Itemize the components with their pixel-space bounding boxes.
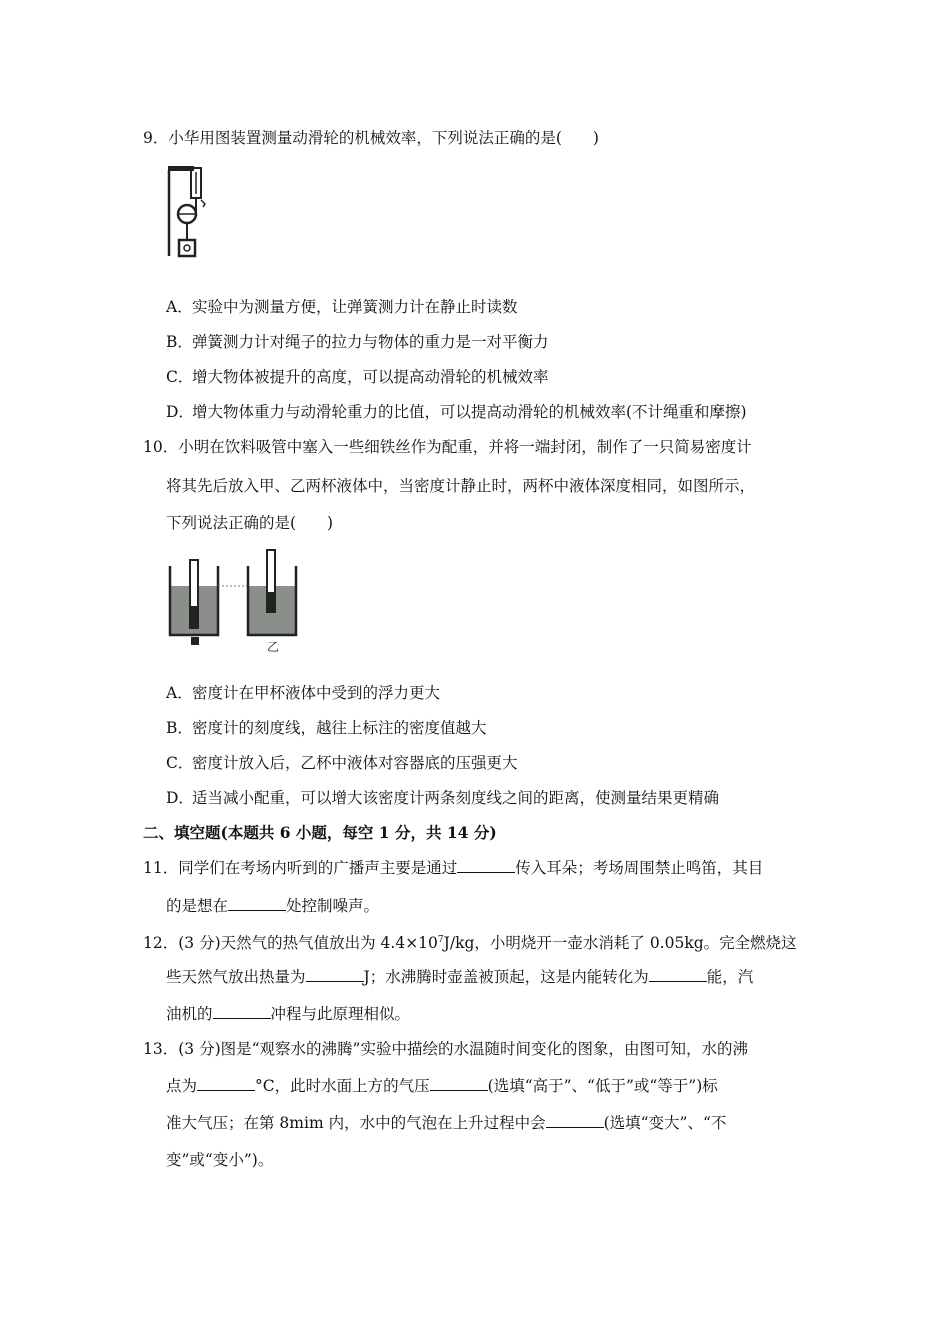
q11-blank-1[interactable] (457, 858, 515, 873)
q13-number: 13． (143, 1040, 179, 1058)
q10-number: 10． (143, 438, 179, 456)
cup-left (170, 560, 218, 645)
section-2-title: 二、填空题(本题共 6 小题，每空 1 分，共 14 分) (143, 823, 497, 842)
density-meter-figure (166, 548, 302, 656)
q13-line-4: 变”或“变小”)。 (166, 1151, 274, 1169)
q12-line-2: 些天然气放出热量为 J；水沸腾时壶盖被顶起，这是内能转化为 能，汽 (166, 968, 754, 986)
q10-option-b: B．密度计的刻度线，越往上标注的密度值越大 (166, 719, 487, 737)
q13-blank-3[interactable] (546, 1113, 604, 1128)
q13-line-1: 13．(3 分)图是“观察水的沸腾”实验中描绘的水温随时间变化的图象，由图可知，水的沸 (143, 1040, 748, 1058)
q9-stem-text: 小华用图装置测量动滑轮的机械效率，下列说法正确的是( ) (168, 129, 599, 147)
q9-option-a: A．实验中为测量方便，让弹簧测力计在静止时读数 (166, 298, 518, 316)
q10-stem-line-2: 将其先后放入甲、乙两杯液体中，当密度计静止时，两杯中液体深度相同，如图所示， (166, 477, 756, 495)
q10-option-c: C．密度计放入后，乙杯中液体对容器底的压强更大 (166, 754, 518, 772)
q9-stem (143, 128, 599, 148)
cup-right (248, 550, 296, 635)
q11-line-2: 的是想在 处控制噪声。 (166, 897, 380, 915)
q11-blank-2[interactable] (228, 896, 286, 911)
q12-blank-1[interactable] (306, 967, 364, 982)
q12-line-1: 12．(3 分)天然气的热气值放出为 $4.4\times 10^7J/kg$，小明烧开一壶水消耗了 0.05kg。完全燃烧这 (143, 934, 797, 953)
q9-option-d: D．增大物体重力与动滑轮重力的比值，可以提高动滑轮的机械效率(不计绳重和摩擦) (166, 403, 747, 421)
q10-option-a: A．密度计在甲杯液体中受到的浮力更大 (166, 684, 441, 702)
q13-line-2: 点为 °C，此时水面上方的气压 (选填“高于”、“低于”或“等于”)标 (166, 1077, 718, 1095)
q10-stem-line-3: 下列说法正确的是( ) (166, 514, 334, 532)
q12-blank-3[interactable] (213, 1004, 271, 1019)
cup-right-label: 乙 (267, 640, 280, 654)
q11-line-1: 11．同学们在考场内听到的广播声主要是通过 传入耳朵；考场周围禁止鸣笛，其目 (143, 859, 764, 877)
q10-stem-line-1: 10．小明在饮料吸管中塞入一些细铁丝作为配重，并将一端封闭，制作了一只简易密度计 (143, 438, 752, 456)
q12-blank-2[interactable] (649, 967, 707, 982)
q9-number: 9． (143, 129, 169, 147)
q9-option-b: B．弹簧测力计对绳子的拉力与物体的重力是一对平衡力 (166, 333, 549, 351)
q11-number: 11． (143, 859, 179, 877)
q12-number: 12． (143, 934, 179, 953)
q13-line-3: 准大气压；在第 8mim 内，水中的气泡在上升过程中会 (选填“变大”、“不 (166, 1114, 727, 1132)
weight-block (179, 240, 195, 256)
q13-blank-1[interactable] (197, 1076, 255, 1091)
q10-option-d: D．适当减小配重，可以增大该密度计两条刻度线之间的距离，使测量结果更精确 (166, 789, 720, 807)
q9-option-c: C．增大物体被提升的高度，可以提高动滑轮的机械效率 (166, 368, 549, 386)
pulley-apparatus-figure (165, 160, 225, 264)
q13-blank-2[interactable] (430, 1076, 488, 1091)
q12-line-3: 油机的 冲程与此原理相似。 (166, 1005, 411, 1023)
